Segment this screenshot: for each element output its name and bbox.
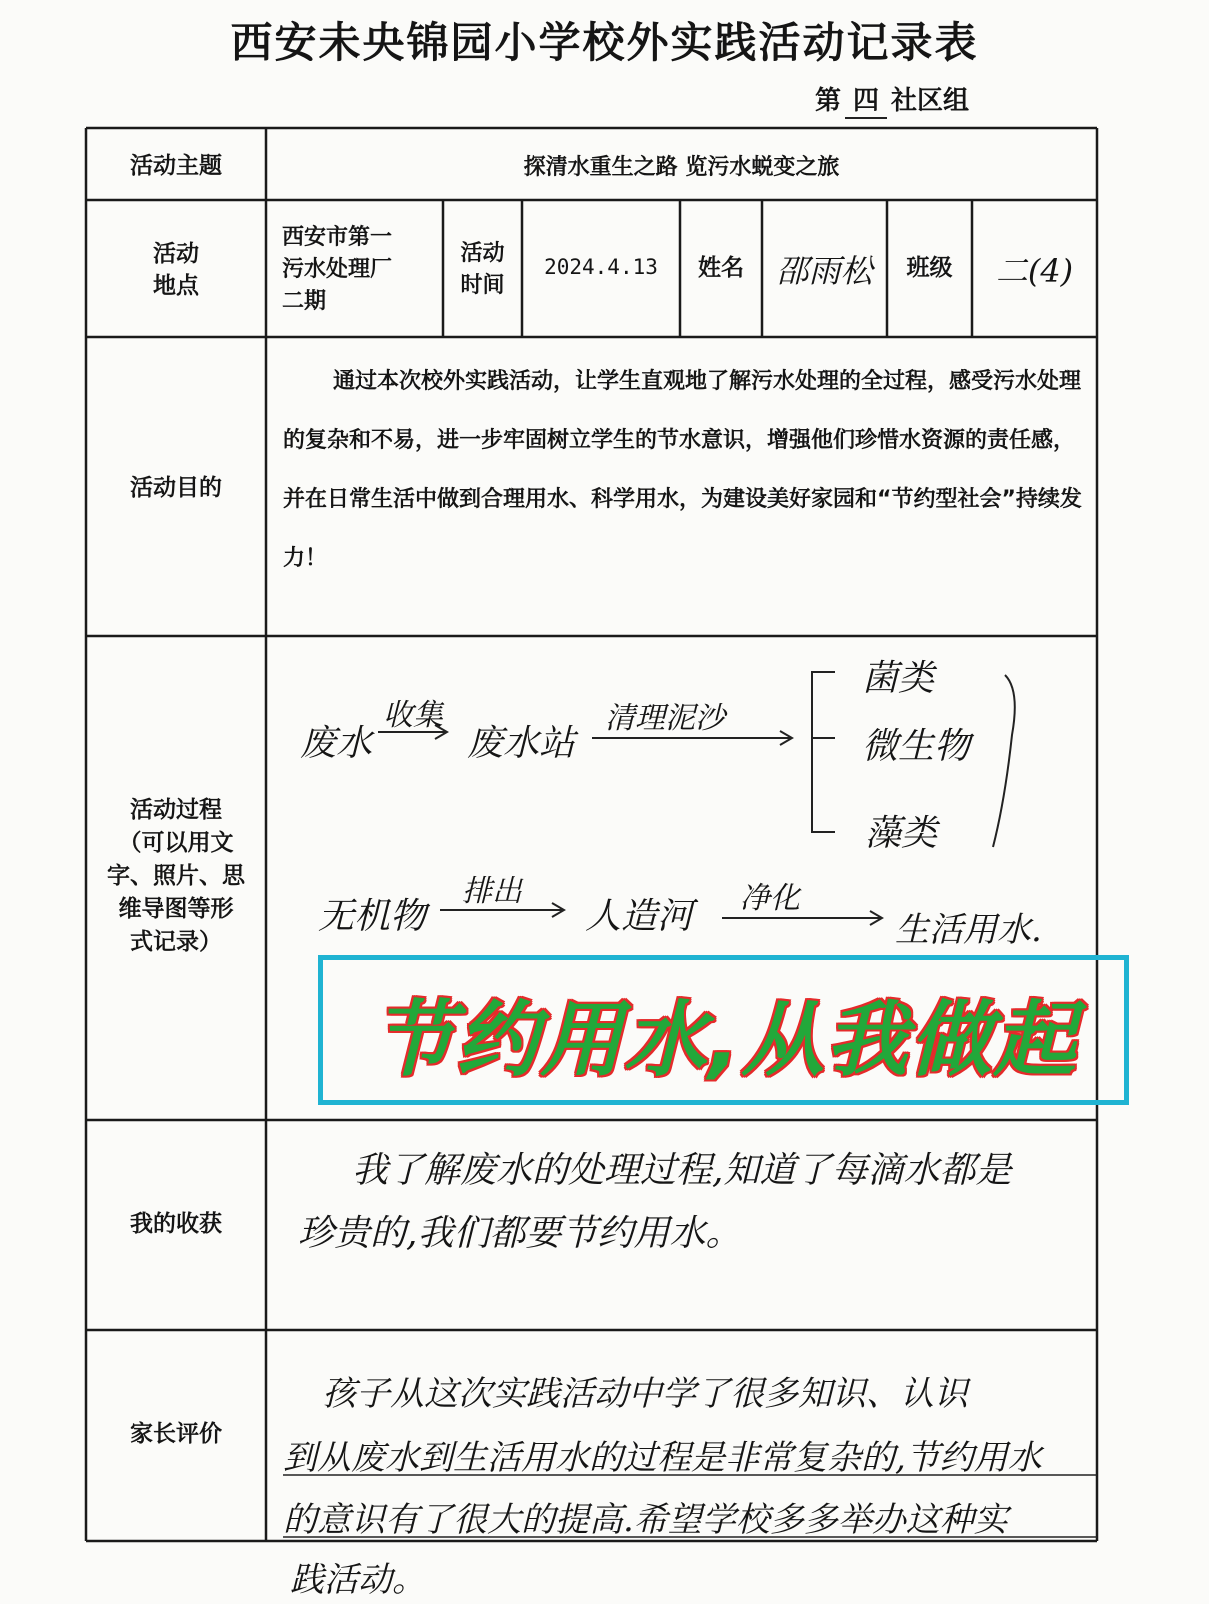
group-number: 四 xyxy=(845,80,887,119)
purpose-text: 通过本次校外实践活动，让学生直观地了解污水处理的全过程，感受污水处理的复杂和不易，进一步牢固树立学生的节水意识，增强他们珍惜水资源的责任感，并在日常生活中做到合理用水、科学用水，为建设美好家园和“节约型社会”持续发力！ xyxy=(283,369,1082,571)
process-label-line: 活动过程 xyxy=(130,797,222,823)
time-label xyxy=(443,238,522,302)
bracket-item-fungi: 菌类 xyxy=(862,658,935,699)
time-label-line: 活动 xyxy=(460,241,505,266)
parent-line: 到从废水到生活用水的过程是非常复杂的,节约用水 xyxy=(283,1438,1042,1478)
process-label-line: （可以用文 xyxy=(118,830,234,856)
flow-inorganic: 无机物 xyxy=(318,896,427,937)
place-label xyxy=(86,238,266,302)
flow-waste-station: 废水站 xyxy=(467,723,576,764)
flow-clean-label: 清理泥沙 xyxy=(605,701,725,736)
place-label-line: 活动 xyxy=(153,241,199,267)
activity-date: 2024.4.13 xyxy=(544,255,658,279)
flow-domestic-water: 生活用水. xyxy=(895,910,1042,950)
gain-line: 珍贵的,我们都要节约用水。 xyxy=(298,1213,742,1254)
gain-line: 我了解废水的处理过程,知道了每滴水都是 xyxy=(352,1150,1012,1191)
parent-line: 孩子从这次实践活动中学了很多知识、认识 xyxy=(322,1374,968,1414)
flow-wastewater: 废水 xyxy=(300,723,373,764)
theme-value: 探清水重生之路 览污水蜕变之旅 xyxy=(523,155,840,180)
flow-purify-label: 净化 xyxy=(740,881,800,916)
group-prefix: 第 xyxy=(815,86,842,116)
bracket-item-microbes: 微生物 xyxy=(862,726,971,767)
purpose-label: 活动目的 xyxy=(130,475,222,501)
group-suffix: 社区组 xyxy=(891,86,970,116)
place-line: 污水处理厂 xyxy=(282,257,393,282)
theme-label: 活动主题 xyxy=(130,153,222,179)
gain-label: 我的收获 xyxy=(130,1211,222,1237)
process-label-line: 式记录） xyxy=(130,929,222,955)
process-label xyxy=(86,794,266,959)
place-line: 二期 xyxy=(282,289,327,314)
place-value xyxy=(282,222,442,318)
parent-label: 家长评价 xyxy=(130,1421,222,1447)
student-class: 二(4) xyxy=(995,252,1074,290)
student-name: 邵雨松 xyxy=(776,252,873,290)
page-title: 西安未央锦园小学校外实践活动记录表 xyxy=(230,18,979,67)
class-label: 班级 xyxy=(906,255,953,281)
name-label: 姓名 xyxy=(698,255,744,281)
process-label-line: 维导图等形 xyxy=(118,896,234,922)
place-line: 西安市第一 xyxy=(282,225,393,250)
flow-artificial-river: 人造河 xyxy=(585,896,694,937)
flow-collect-label: 收集 xyxy=(383,698,443,733)
slogan-text: 节约用水,从我做起 xyxy=(372,993,1078,1088)
parent-line: 践活动。 xyxy=(290,1560,426,1600)
parent-line: 的意识有了很大的提高.希望学校多多举办这种实 xyxy=(283,1500,1008,1540)
time-label-line: 时间 xyxy=(460,273,505,298)
flow-discharge-label: 排出 xyxy=(462,874,522,909)
place-label-line: 地点 xyxy=(153,273,199,299)
process-label-line: 字、照片、思 xyxy=(107,863,245,889)
bracket-item-algae: 藻类 xyxy=(865,813,938,854)
